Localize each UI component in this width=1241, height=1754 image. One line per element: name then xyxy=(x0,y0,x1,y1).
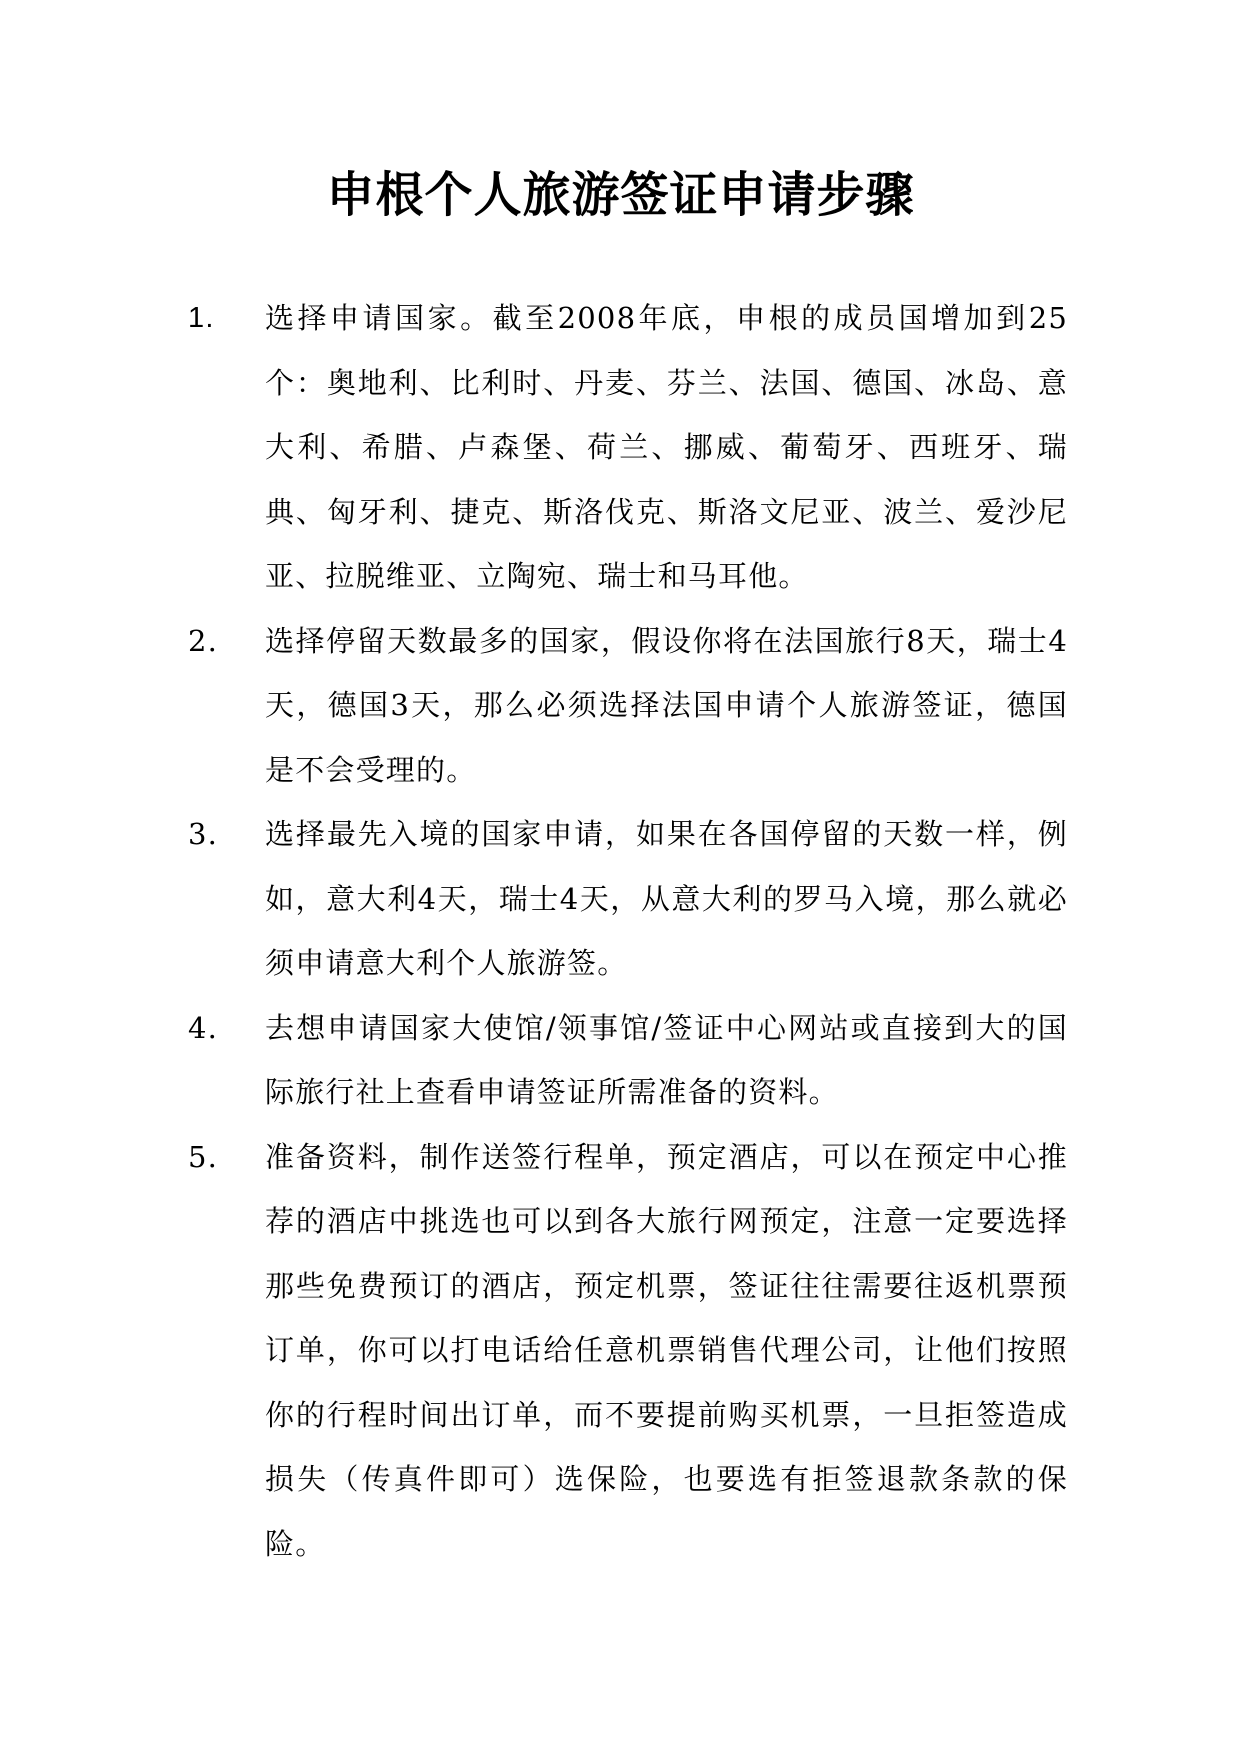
list-item xyxy=(188,1125,1068,1577)
step-number: 2. xyxy=(188,623,219,658)
step-text: 选择停留天数最多的国家，假设你将在法国旅行8天，瑞士4天，德国3天，那么必须选择法国申请个人旅游签证，德国是不会受理的。 xyxy=(265,623,1068,787)
step-text: 选择最先入境的国家申请，如果在各国停留的天数一样，例如，意大利4天，瑞士4天，从意大利的罗马入境，那么就必须申请意大利个人旅游签。 xyxy=(265,817,1068,980)
list-item xyxy=(188,609,1068,803)
page-title: 申根个人旅游签证申请步骤 xyxy=(326,167,915,223)
step-number: 4. xyxy=(188,1010,219,1045)
step-text: 去想申请国家大使馆/领事馆/签证中心网站或直接到大的国际旅行社上查看申请签证所需准备的资料。 xyxy=(265,1010,1068,1109)
step-text: 准备资料，制作送签行程单，预定酒店，可以在预定中心推荐的酒店中挑选也可以到各大旅行网预定，注意一定要选择那些免费预订的酒店，预定机票，签证往往需要往返机票预订单，你可以打电话给任意机票销售代理公司，让他们按照你的行程时间出订单，而不要提前购买机票，一旦拒签造成损失（传真件即可）选保险，也要选有拒签退款条款的保险。 xyxy=(265,1139,1068,1561)
step-number: 5. xyxy=(188,1139,219,1174)
step-text: 选择申请国家。截至2008年底，申根的成员国增加到25个：奥地利、比利时、丹麦、芬兰、法国、德国、冰岛、意大利、希腊、卢森堡、荷兰、挪威、葡萄牙、西班牙、瑞典、匈牙利、捷克、斯洛伐克、斯洛文尼亚、波兰、爱沙尼亚、拉脱维亚、立陶宛、瑞士和马耳他。 xyxy=(265,301,1068,593)
list-item xyxy=(188,286,1068,609)
list-item xyxy=(188,802,1068,996)
step-number: 3. xyxy=(188,817,219,851)
step-list xyxy=(188,286,1068,1576)
list-item xyxy=(188,996,1068,1125)
step-number: 1. xyxy=(188,302,215,334)
